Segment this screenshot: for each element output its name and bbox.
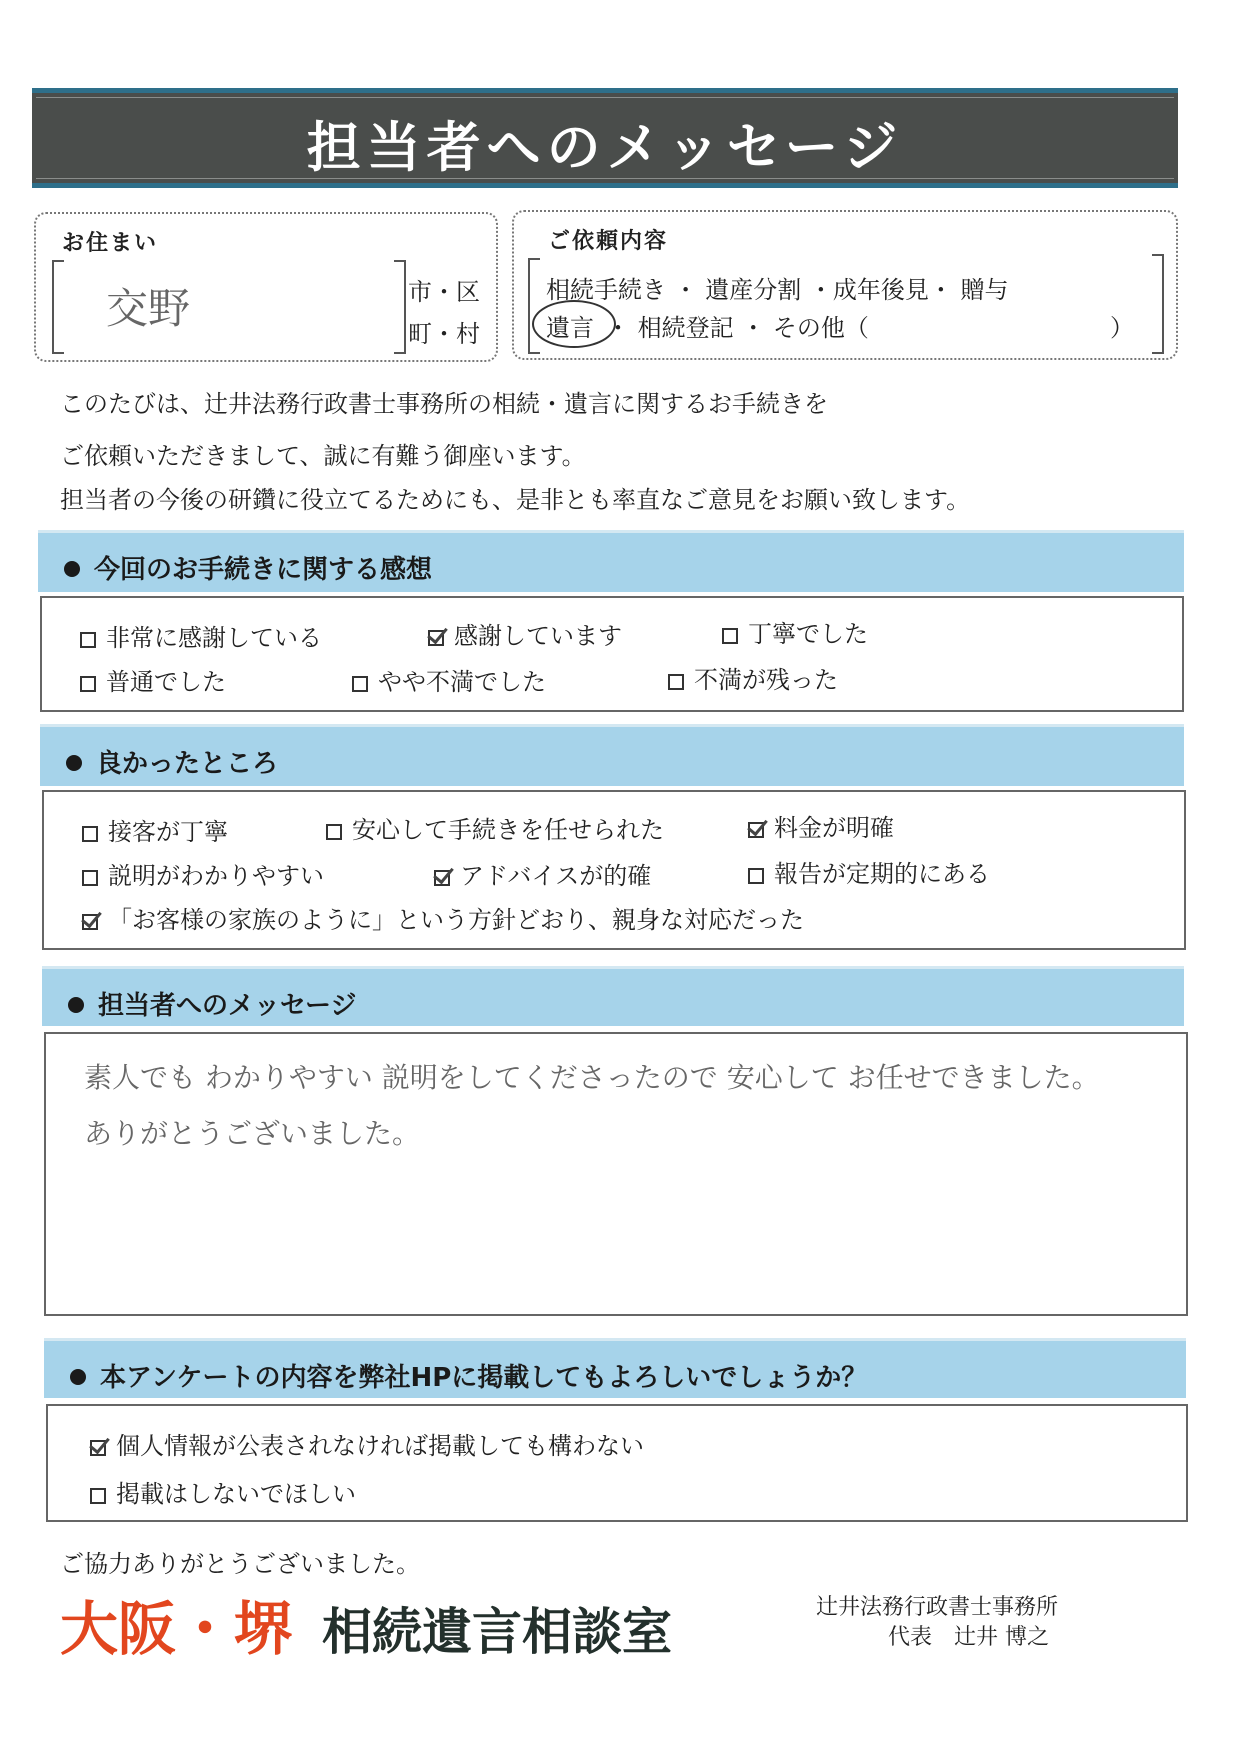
- request-options-line2: ・ 相続登記 ・ その他（: [606, 314, 869, 342]
- bullet-icon: [64, 561, 80, 577]
- title-banner: [32, 88, 1178, 188]
- message-line-1: 素人でも わかりやすい 説明をしてくださったので 安心して お任せできました。: [84, 1061, 1100, 1094]
- brand-logo-dark: 相続遺言相談室: [322, 1603, 672, 1661]
- residence-label: お住まい: [62, 231, 159, 256]
- impression-option[interactable]: 不満が残った: [668, 660, 838, 695]
- impression-option[interactable]: 普通でした: [80, 662, 226, 697]
- good-point-option[interactable]: 説明がわかりやすい: [82, 856, 324, 891]
- publish-option[interactable]: 掲載はしないでほしい: [90, 1474, 356, 1509]
- residence-box: [34, 212, 498, 362]
- good-point-option[interactable]: 報告が定期的にある: [748, 854, 990, 889]
- section-impressions-header: [38, 530, 1184, 592]
- selection-circle: [532, 300, 616, 348]
- publish-panel: [46, 1404, 1188, 1522]
- footer-thanks: ご協力ありがとうございました。: [60, 1550, 420, 1578]
- good-points-panel: [42, 790, 1186, 950]
- residence-suffix-city: 市・区: [408, 278, 480, 306]
- request-option-will-circled: 遺言: [546, 314, 594, 342]
- section-message-title: 担当者へのメッセージ: [98, 991, 357, 1021]
- impression-option[interactable]: やや不満でした: [352, 662, 546, 697]
- checkbox-icon[interactable]: [352, 676, 368, 692]
- bullet-icon: [66, 755, 82, 771]
- footer-representative: 代表 辻井 博之: [888, 1625, 1049, 1650]
- impression-option[interactable]: 感謝しています: [428, 616, 622, 651]
- bullet-icon: [70, 1369, 86, 1385]
- checkbox-icon[interactable]: [722, 628, 738, 644]
- checkbox-icon[interactable]: [80, 676, 96, 692]
- section-message-header: [42, 966, 1184, 1026]
- message-line-2: ありがとうございました。: [84, 1117, 421, 1150]
- checkbox-icon[interactable]: [326, 824, 342, 840]
- checked-checkbox-icon[interactable]: [748, 822, 764, 838]
- checkbox-icon[interactable]: [82, 826, 98, 842]
- section-impressions-title: 今回のお手続きに関する感想: [94, 555, 433, 585]
- footer-office-name: 辻井法務行政書士事務所: [816, 1595, 1059, 1620]
- section-good-points-title: 良かったところ: [96, 749, 279, 779]
- good-point-option[interactable]: 接客が丁寧: [82, 812, 228, 847]
- checked-checkbox-icon[interactable]: [428, 630, 444, 646]
- section-good-points-header: [40, 724, 1184, 786]
- checkbox-icon[interactable]: [80, 632, 96, 648]
- intro-line-3: 担当者の今後の研鑽に役立てるためにも、是非とも率直なご意見をお願い致します。: [60, 486, 971, 514]
- checkbox-icon[interactable]: [82, 870, 98, 886]
- page-title: 担当者へのメッセージ: [306, 116, 904, 179]
- checkbox-icon[interactable]: [90, 1488, 106, 1504]
- good-point-option[interactable]: 「お客様の家族のように」という方針どおり、親身な対応だった: [82, 900, 804, 935]
- checkbox-icon[interactable]: [668, 674, 684, 690]
- intro-line-1: このたびは、辻井法務行政書士事務所の相続・遺言に関するお手続きを: [60, 390, 828, 418]
- good-point-option[interactable]: 料金が明確: [748, 808, 894, 843]
- checked-checkbox-icon[interactable]: [434, 870, 450, 886]
- section-publish-title: 本アンケートの内容を弊社HPに掲載してもよろしいでしょうか？: [100, 1363, 868, 1393]
- good-point-option[interactable]: 安心して手続きを任せられた: [326, 810, 664, 845]
- impression-option[interactable]: 丁寧でした: [722, 614, 868, 649]
- request-box: [512, 210, 1178, 360]
- request-other-close: ）: [1110, 314, 1134, 342]
- intro-line-2: ご依頼いただきまして、誠に有難う御座います。: [60, 442, 586, 470]
- message-textarea[interactable]: [44, 1032, 1188, 1316]
- residence-suffix-town: 町・村: [408, 320, 480, 348]
- section-publish-header: [44, 1338, 1186, 1398]
- checked-checkbox-icon[interactable]: [82, 914, 98, 930]
- checked-checkbox-icon[interactable]: [90, 1440, 106, 1456]
- checkbox-icon[interactable]: [748, 868, 764, 884]
- brand-logo-red: 大阪・堺: [60, 1595, 293, 1663]
- residence-value: 交野: [106, 284, 191, 333]
- publish-option[interactable]: 個人情報が公表されなければ掲載しても構わない: [90, 1426, 644, 1461]
- impressions-panel: [40, 596, 1184, 712]
- request-label: ご依頼内容: [548, 229, 669, 254]
- bullet-icon: [68, 997, 84, 1013]
- good-point-option[interactable]: アドバイスが的確: [434, 856, 651, 891]
- request-options-line1: 相続手続き ・ 遺産分割 ・成年後見・ 贈与: [546, 276, 1009, 304]
- impression-option[interactable]: 非常に感謝している: [80, 618, 322, 653]
